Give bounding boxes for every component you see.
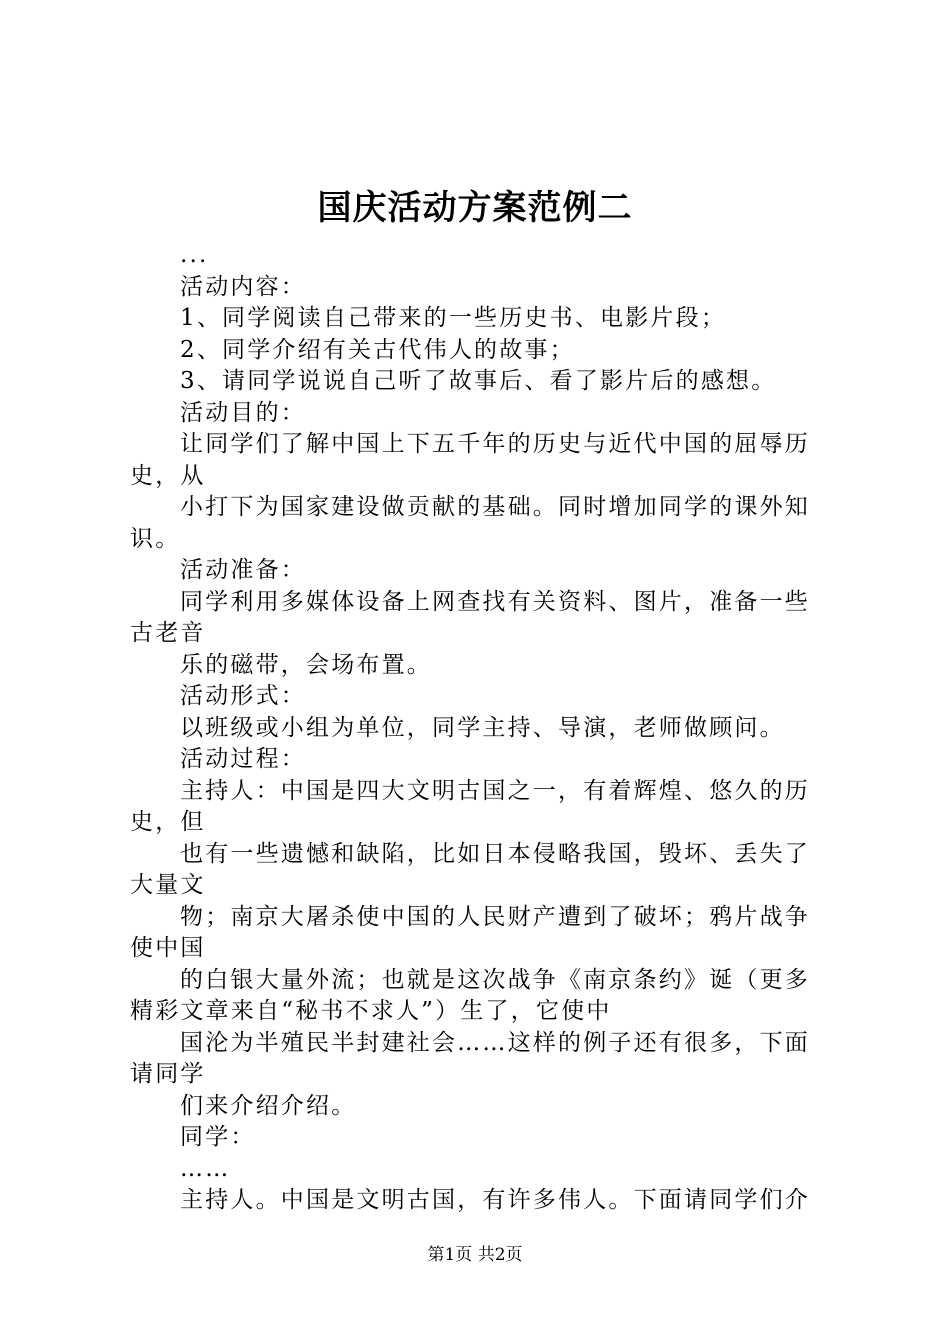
text-line: 古老音 (130, 620, 206, 646)
text-line: 使中国 (130, 935, 206, 961)
text-line: 史，从 (130, 462, 206, 489)
page-title: 国庆活动方案范例二 (317, 188, 633, 228)
text-line: 史，但 (130, 809, 206, 835)
text-line: 大量文 (130, 872, 206, 898)
text-line: 的白银大量外流；也就是这次战争《南京条约》诞（更多 (180, 966, 810, 993)
text-line: 1、同学阅读自己带来的一些历史书、电影片段； (180, 305, 727, 331)
text-line: 活动过程： (180, 746, 306, 772)
text-line: 主持人。中国是文明古国，有许多伟人。下面请同学们介 (180, 1187, 810, 1213)
text-line: 活动目的： (180, 399, 306, 426)
text-line: 活动内容： (180, 273, 306, 300)
text-line: 物；南京大屠杀使中国的人民财产遭到了破坏；鸦片战争 (180, 903, 810, 930)
text-line: 3、请同学说说自己听了故事后、看了影片后的感想。 (180, 368, 777, 394)
text-line: 小打下为国家建设做贡献的基础。同时增加同学的课外知 (180, 494, 810, 520)
text-line: 识。 (130, 525, 181, 552)
text-line: 活动形式： (180, 683, 306, 709)
text-line: 请同学 (130, 1061, 206, 1087)
text-line: …… (180, 1155, 231, 1182)
text-line: 国沦为半殖民半封建社会……这样的例子还有很多，下面 (180, 1029, 810, 1056)
text-line: 同学利用多媒体设备上网查找有关资料、图片，准备一些 (180, 588, 810, 615)
text-line: ... (180, 242, 209, 268)
text-line: 们来介绍介绍。 (180, 1092, 357, 1119)
text-line: 让同学们了解中国上下五千年的历史与近代中国的屈辱历 (180, 431, 810, 457)
text-line: 精彩文章来自“秘书不求人”）生了，它使中 (130, 998, 612, 1024)
text-line: 主持人：中国是四大文明古国之一，有着辉煌、悠久的历 (180, 777, 810, 804)
text-line: 也有一些遗憾和缺陷，比如日本侵略我国，毁坏、丢失了 (180, 840, 810, 867)
text-line: 2、同学介绍有关古代伟人的故事； (180, 336, 575, 363)
document-body (130, 240, 835, 1217)
text-line: 以班级或小组为单位，同学主持、导演，老师做顾问。 (180, 714, 785, 741)
text-line: 同学： (180, 1124, 256, 1150)
text-line: 活动准备： (180, 557, 306, 583)
text-line: 乐的磁带，会场布置。 (180, 651, 432, 678)
page-footer: 第1页 共2页 (427, 1245, 523, 1265)
